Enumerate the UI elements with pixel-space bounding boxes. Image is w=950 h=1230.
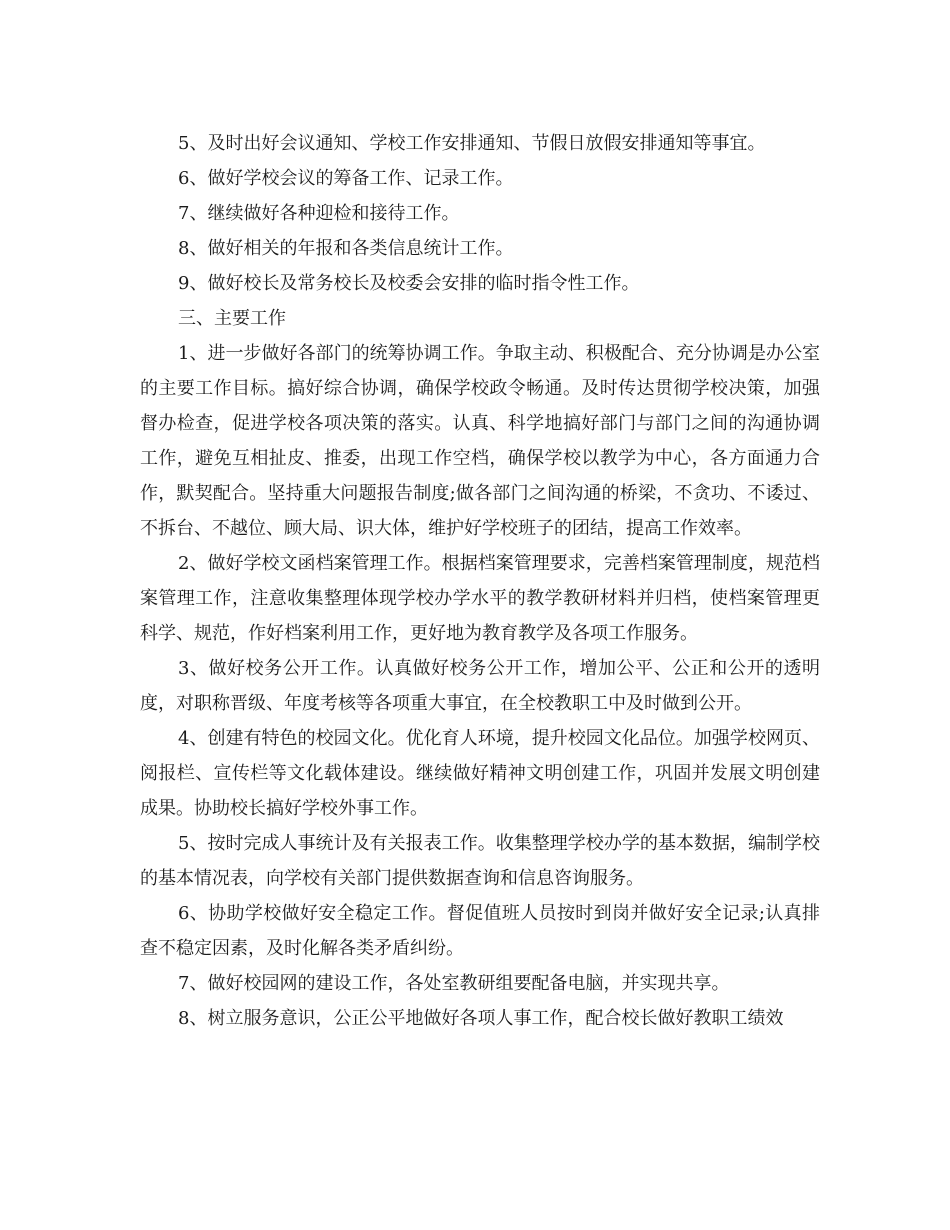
paragraph-main-2-archives: 2、做好学校文函档案管理工作。根据档案管理要求，完善档案管理制度，规范档案管理工作，注意收集整理体现学校办学水平的教学教研材料并归档，使档案管理更科学、规范，作好档案利用工作，更好地为教育教学及各项工作服务。 [140, 553, 820, 644]
paragraph-main-8-service: 8、树立服务意识，公正公平地做好各项人事工作，配合校长做好教职工绩效 [178, 1008, 784, 1029]
paragraph-item-6-meetings: 6、做好学校会议的筹备工作、记录工作。 [178, 168, 514, 189]
paragraph-main-1-coordination: 1、进一步做好各部门的统筹协调工作。争取主动、积极配合、充分协调是办公室的主要工作目标。搞好综合协调，确保学校政令畅通。及时传达贯彻学校决策，加强督办检查，促进学校各项决策的落实。认真、科学地搞好部门与部门之间的沟通协调工作，避免互相扯皮、推委，出现工作空档，确保学校以教学为中心，各方面通力合作，默契配合。坚持重大问题报告制度;做各部门之间沟通的桥梁，不贪功、不诿过、不拆台、不越位、顾大局、识大体，维护好学校班子的团结，提高工作效率。 [140, 343, 820, 539]
paragraph-main-5-personnel-statistics: 5、按时完成人事统计及有关报表工作。收集整理学校办学的基本数据，编制学校的基本情况表，向学校有关部门提供数据查询和信息咨询服务。 [140, 833, 820, 889]
section-heading-main-work: 三、主要工作 [178, 308, 286, 329]
paragraph-main-6-safety: 6、协助学校做好安全稳定工作。督促值班人员按时到岗并做好安全记录;认真排查不稳定因素，及时化解各类矛盾纠纷。 [140, 903, 820, 959]
paragraph-item-5-notices: 5、及时出好会议通知、学校工作安排通知、节假日放假安排通知等事宜。 [178, 133, 766, 154]
paragraph-main-4-campus-culture: 4、创建有特色的校园文化。优化育人环境，提升校园文化品位。加强学校网页、阅报栏、宣传栏等文化载体建设。继续做好精神文明创建工作，巩固并发展文明创建成果。协助校长搞好学校外事工作。 [140, 728, 820, 819]
paragraph-item-9-temporary-tasks: 9、做好校长及常务校长及校委会安排的临时指令性工作。 [178, 273, 640, 294]
paragraph-item-8-statistics: 8、做好相关的年报和各类信息统计工作。 [178, 238, 514, 259]
paragraph-main-3-transparency: 3、做好校务公开工作。认真做好校务公开工作，增加公平、公正和公开的透明度，对职称晋级、年度考核等各项重大事宜，在全校教职工中及时做到公开。 [140, 658, 820, 714]
document-body [140, 126, 820, 1036]
paragraph-main-7-campus-network: 7、做好校园网的建设工作，各处室教研组要配备电脑，并实现共享。 [178, 973, 730, 994]
paragraph-item-7-inspections: 7、继续做好各种迎检和接待工作。 [178, 203, 460, 224]
